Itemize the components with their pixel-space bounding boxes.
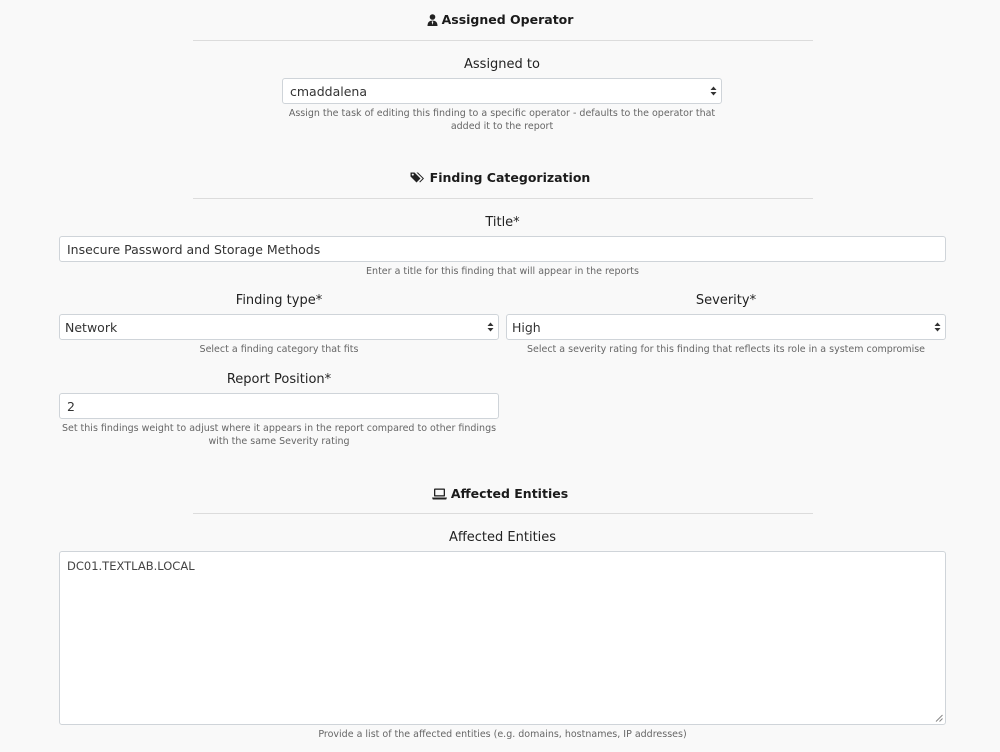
affected-entities-help: Provide a list of the affected entities (e.g. domains, hostnames, IP addresses) <box>318 729 687 740</box>
affected-entities-label: Affected Entities <box>448 530 557 545</box>
select-caret-icon <box>934 322 941 333</box>
affected-entities-value: DC01.TEXTLAB.LOCAL <box>67 559 195 573</box>
title-value: Insecure Password and Storage Methods <box>67 241 321 257</box>
section-title: Affected Entities <box>450 486 569 501</box>
section-divider <box>193 198 813 199</box>
section-title: Finding Categorization <box>429 170 591 185</box>
select-caret-icon <box>487 322 494 333</box>
severity-label: Severity* <box>695 293 757 308</box>
title-help: Enter a title for this finding that will appear in the reports <box>366 266 639 277</box>
assigned-to-help: Assign the task of editing this finding to a specific operator - defaults to the operator that added it to the report <box>288 108 716 132</box>
section-divider <box>193 40 813 41</box>
assigned-to-select[interactable] <box>282 78 722 104</box>
select-caret-icon <box>710 86 717 97</box>
severity-help: Select a severity rating for this finding that reflects its role in a system compromise <box>526 344 926 355</box>
finding-categorization-header <box>0 170 1000 185</box>
finding-type-label: Finding type* <box>235 293 323 308</box>
affected-entities-header <box>0 486 1000 501</box>
title-label: Title* <box>485 215 520 230</box>
assigned-to-value: cmaddalena <box>290 83 367 99</box>
user-tie-icon <box>427 14 438 26</box>
resize-handle-icon[interactable] <box>935 714 943 722</box>
finding-type-help: Select a finding category that fits <box>199 344 359 355</box>
severity-select[interactable] <box>506 314 946 340</box>
report-position-help: Set this findings weight to adjust where it appears in the report compared to other findings with the same Severity rating <box>61 423 497 447</box>
section-divider <box>193 513 813 514</box>
tags-icon <box>410 171 426 184</box>
section-title: Assigned Operator <box>441 12 574 27</box>
finding-type-value: Network <box>65 319 118 335</box>
report-position-label: Report Position* <box>226 372 332 387</box>
report-position-input[interactable] <box>59 393 499 419</box>
assigned-operator-header <box>0 12 1000 27</box>
finding-type-select[interactable] <box>59 314 499 340</box>
affected-entities-textarea[interactable] <box>59 551 946 725</box>
laptop-icon <box>432 488 447 500</box>
severity-value: High <box>512 319 541 335</box>
title-input[interactable] <box>59 236 946 262</box>
report-position-value: 2 <box>67 398 75 414</box>
assigned-to-label: Assigned to <box>464 57 540 72</box>
